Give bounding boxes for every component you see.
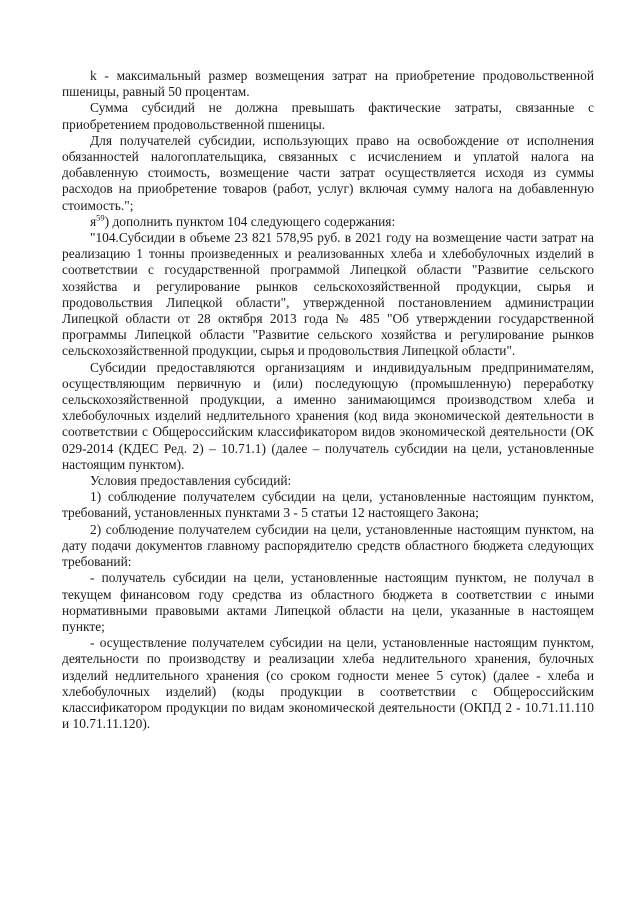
paragraph-condition-2: 2) соблюдение получателем субсидии на цели, установленные настоящим пунктом, на дату подачи документов главному распорядителю средств областного бюджета следующих требований: bbox=[62, 521, 594, 570]
paragraph-condition-1: 1) соблюдение получателем субсидии на цели, установленные настоящим пунктом, требований, установленных пунктами 3 - 5 статьи 12 настоящего Закона; bbox=[62, 489, 594, 521]
amendment-text: ) дополнить пунктом 104 следующего содержания: bbox=[104, 213, 396, 229]
paragraph-subsidy-limit: Сумма субсидий не должна превышать фактические затраты, связанные с приобретением продовольственной пшеницы. bbox=[62, 100, 594, 132]
paragraph-amendment-intro bbox=[62, 214, 594, 230]
paragraph-requirement-funds: - получатель субсидии на цели, установленные настоящим пунктом, не получал в текущем финансовом году средства из областного бюджета в соответствии с иными нормативными правовыми актами Липецкой области на цели, указанные в настоящем пункте; bbox=[62, 570, 594, 634]
amendment-letter: я bbox=[90, 213, 97, 229]
paragraph-conditions-heading: Условия предоставления субсидий: bbox=[90, 473, 292, 489]
footnote-number: 59 bbox=[96, 212, 105, 223]
paragraph-coefficient-k: k - максимальный размер возмещения затрат на приобретение продовольственной пшеницы, равный 50 процентам. bbox=[62, 68, 594, 100]
paragraph-vat-exemption: Для получателей субсидии, использующих право на освобождение от исполнения обязанностей налогоплательщика, связанных с исчислением и уплатой налога на добавленную стоимость, возмещение части затрат осуществляется исходя из суммы расходов на приобретение товаров (работ, услуг) включая сумму налога на добавленную стоимость."; bbox=[62, 132, 594, 213]
document-page bbox=[62, 68, 594, 732]
paragraph-requirement-activity: - осуществление получателем субсидии на цели, установленные настоящим пунктом, деятельности по производству и реализации хлеба недлительного хранения, булочных изделий недлительного хранения (со сроком годности менее 5 суток) (далее - хлеба и хлебобулочных изделий) (коды продукции в соответствии с Общероссийским классификатором продукции по видам экономической деятельности (ОКПД 2 - 10.71.11.110 и 10.71.11.120). bbox=[62, 635, 594, 732]
paragraph-recipients: Субсидии предоставляются организациям и индивидуальным предпринимателям, осуществляющим первичную и (или) последующую (промышленную) переработку сельскохозяйственной продукции, а именно занимающимся производством хлеба и хлебобулочных изделий недлительного хранения (код вида экономической деятельности в соответствии с Общероссийским классификатором видов экономической деятельности (ОК 029-2014 (КДЕС Ред. 2) – 10.71.1) (далее – получатель субсидии на цели, установленные настоящим пунктом). bbox=[62, 359, 594, 472]
paragraph-item-104: "104.Субсидии в объеме 23 821 578,95 руб. в 2021 году на возмещение части затрат на реализацию 1 тонны произведенных и реализованных хлеба и хлебобулочных изделий в соответствии с государственной программой Липецкой области "Развитие сельского хозяйства и регулирование рынков сельскохозяйственной продукции, сырья и продовольствия Липецкой области", утвержденной постановлением администрации Липецкой области от 28 октября 2013 года № 485 "Об утверждении государственной программы Липецкой области "Развитие сельского хозяйства и регулирование рынков сельскохозяйственной продукции, сырья и продовольствия Липецкой области". bbox=[62, 230, 594, 359]
